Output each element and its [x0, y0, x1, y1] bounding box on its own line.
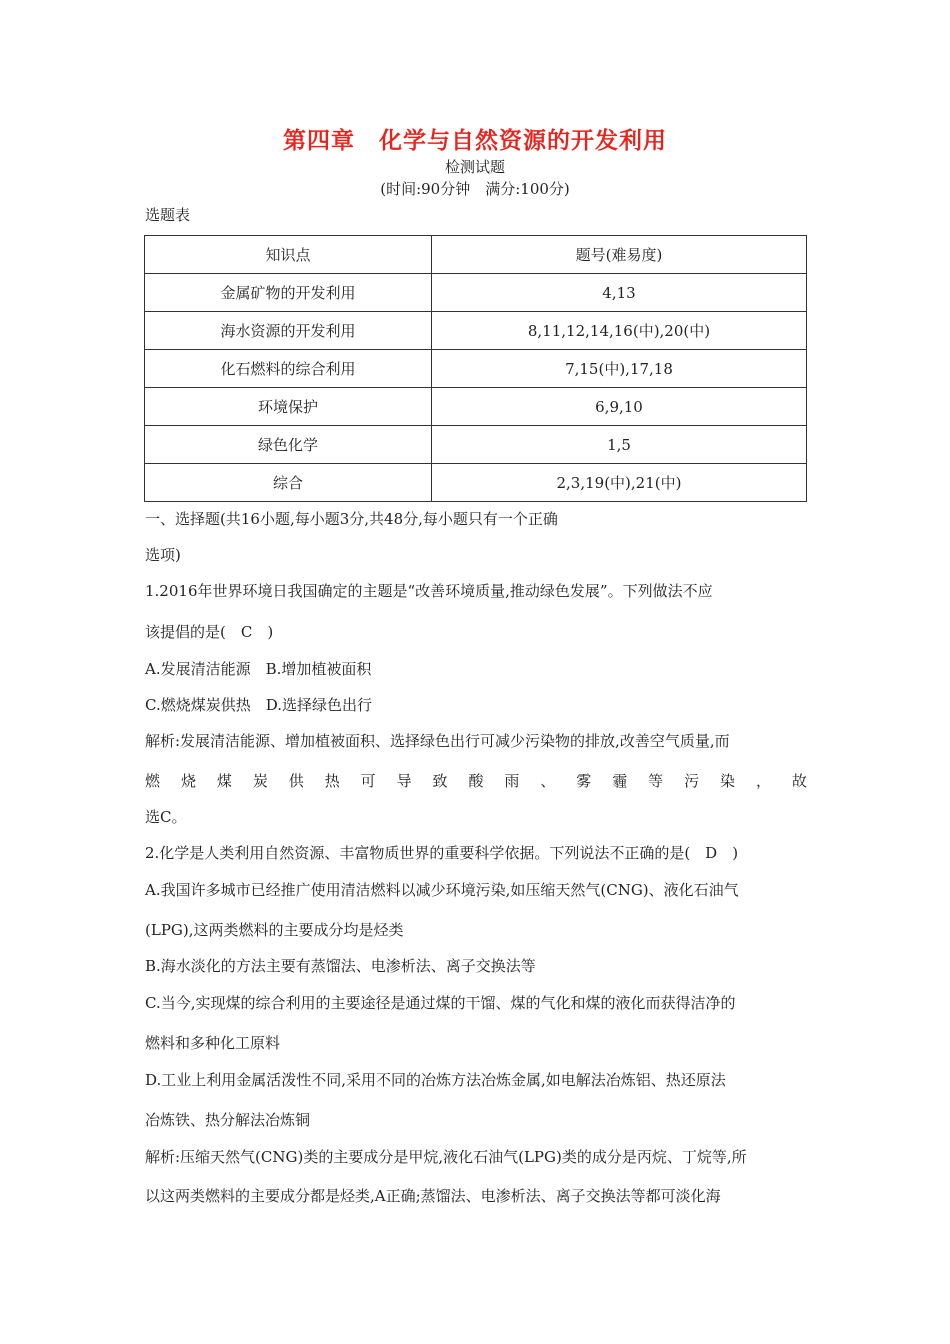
table-cell: 8,11,12,14,16(中),20(中)	[432, 312, 807, 350]
char: 霾	[612, 772, 628, 790]
q2-option-d-line1: D.工业上利用金属活泼性不同,采用不同的冶炼方法冶炼金属,如电解法冶炼铝、热还原法	[145, 1071, 726, 1089]
table-cell: 2,3,19(中),21(中)	[432, 464, 807, 502]
section-heading-line2: 选项)	[145, 546, 181, 564]
table-cell: 绿色化学	[145, 426, 432, 464]
q2-option-a-line1: A.我国许多城市已经推广使用清洁燃料以减少环境污染,如压缩天然气(CNG)、液化石油气	[145, 881, 739, 899]
subtitle: 检测试题	[444, 158, 505, 176]
char: 炭	[252, 772, 268, 790]
q2-option-d-line2: 冶炼铁、热分解法冶炼铜	[145, 1111, 311, 1129]
q1-analysis-line3: 选C。	[145, 808, 187, 826]
table-label: 选题表	[145, 206, 191, 224]
header-knowledge-point: 知识点	[145, 236, 432, 274]
q2-option-c-line2: 燃料和多种化工原料	[145, 1034, 281, 1052]
char: 可	[360, 772, 376, 790]
char: 热	[324, 772, 340, 790]
chapter-title: 第四章 化学与自然资源的开发利用	[283, 128, 667, 154]
char: 污	[684, 772, 700, 790]
char: 导	[396, 772, 412, 790]
q1-stem-line1: 1.2016年世界环境日我国确定的主题是“改善环境质量,推动绿色发展”。下列做法不应	[145, 582, 713, 600]
q1-analysis-line1: 解析:发展清洁能源、增加植被面积、选择绿色出行可减少污染物的排放,改善空气质量,而	[145, 732, 730, 750]
char: 染	[720, 772, 736, 790]
q1-options-ab: A.发展清洁能源 B.增加植被面积	[145, 660, 372, 678]
q1-stem-line2: 该提倡的是( C )	[145, 623, 274, 641]
char: 烧	[180, 772, 196, 790]
table-cell: 海水资源的开发利用	[145, 312, 432, 350]
table-row	[145, 312, 807, 350]
q2-option-c-line1: C.当今,实现煤的综合利用的主要途径是通过煤的干馏、煤的气化和煤的液化而获得洁净的	[145, 994, 736, 1012]
exam-meta: (时间:90分钟 满分:100分)	[380, 180, 570, 198]
table-row	[145, 388, 807, 426]
table-row	[145, 350, 807, 388]
q1-options-cd: C.燃烧煤炭供热 D.选择绿色出行	[145, 696, 372, 714]
table-cell: 化石燃料的综合利用	[145, 350, 432, 388]
char: 故	[791, 772, 807, 790]
table-row	[145, 464, 807, 502]
table-cell: 4,13	[432, 274, 807, 312]
q2-stem: 2.化学是人类利用自然资源、丰富物质世界的重要科学依据。下列说法不正确的是( D )	[145, 844, 739, 862]
q1-analysis-line2	[145, 770, 807, 791]
char: 燃	[145, 772, 161, 790]
table-cell: 金属矿物的开发利用	[145, 274, 432, 312]
table-cell: 6,9,10	[432, 388, 807, 426]
char: 煤	[216, 772, 232, 790]
table-row	[145, 426, 807, 464]
header-question-numbers: 题号(难易度)	[432, 236, 807, 274]
table-header-row	[145, 236, 807, 274]
table-cell: 综合	[145, 464, 432, 502]
table-cell: 7,15(中),17,18	[432, 350, 807, 388]
char: ，	[755, 772, 771, 790]
table-cell: 环境保护	[145, 388, 432, 426]
q2-option-a-line2: (LPG),这两类燃料的主要成分均是烃类	[145, 921, 404, 939]
q2-analysis-line1: 解析:压缩天然气(CNG)类的主要成分是甲烷,液化石油气(LPG)类的成分是丙烷、丁烷等,所	[145, 1148, 747, 1166]
section-heading-line1: 一、选择题(共16小题,每小题3分,共48分,每小题只有一个正确	[145, 510, 558, 528]
table-row	[145, 274, 807, 312]
q2-option-b: B.海水淡化的方法主要有蒸馏法、电渗析法、离子交换法等	[145, 957, 536, 975]
char: 雨	[504, 772, 520, 790]
char: 等	[648, 772, 664, 790]
char: 供	[288, 772, 304, 790]
q2-analysis-line2: 以这两类燃料的主要成分都是烃类,A正确;蒸馏法、电渗析法、离子交换法等都可淡化海	[145, 1187, 721, 1205]
table-cell: 1,5	[432, 426, 807, 464]
char: 酸	[468, 772, 484, 790]
char: 雾	[576, 772, 592, 790]
char: 、	[540, 772, 556, 790]
char: 致	[432, 772, 448, 790]
topic-table	[144, 235, 807, 502]
